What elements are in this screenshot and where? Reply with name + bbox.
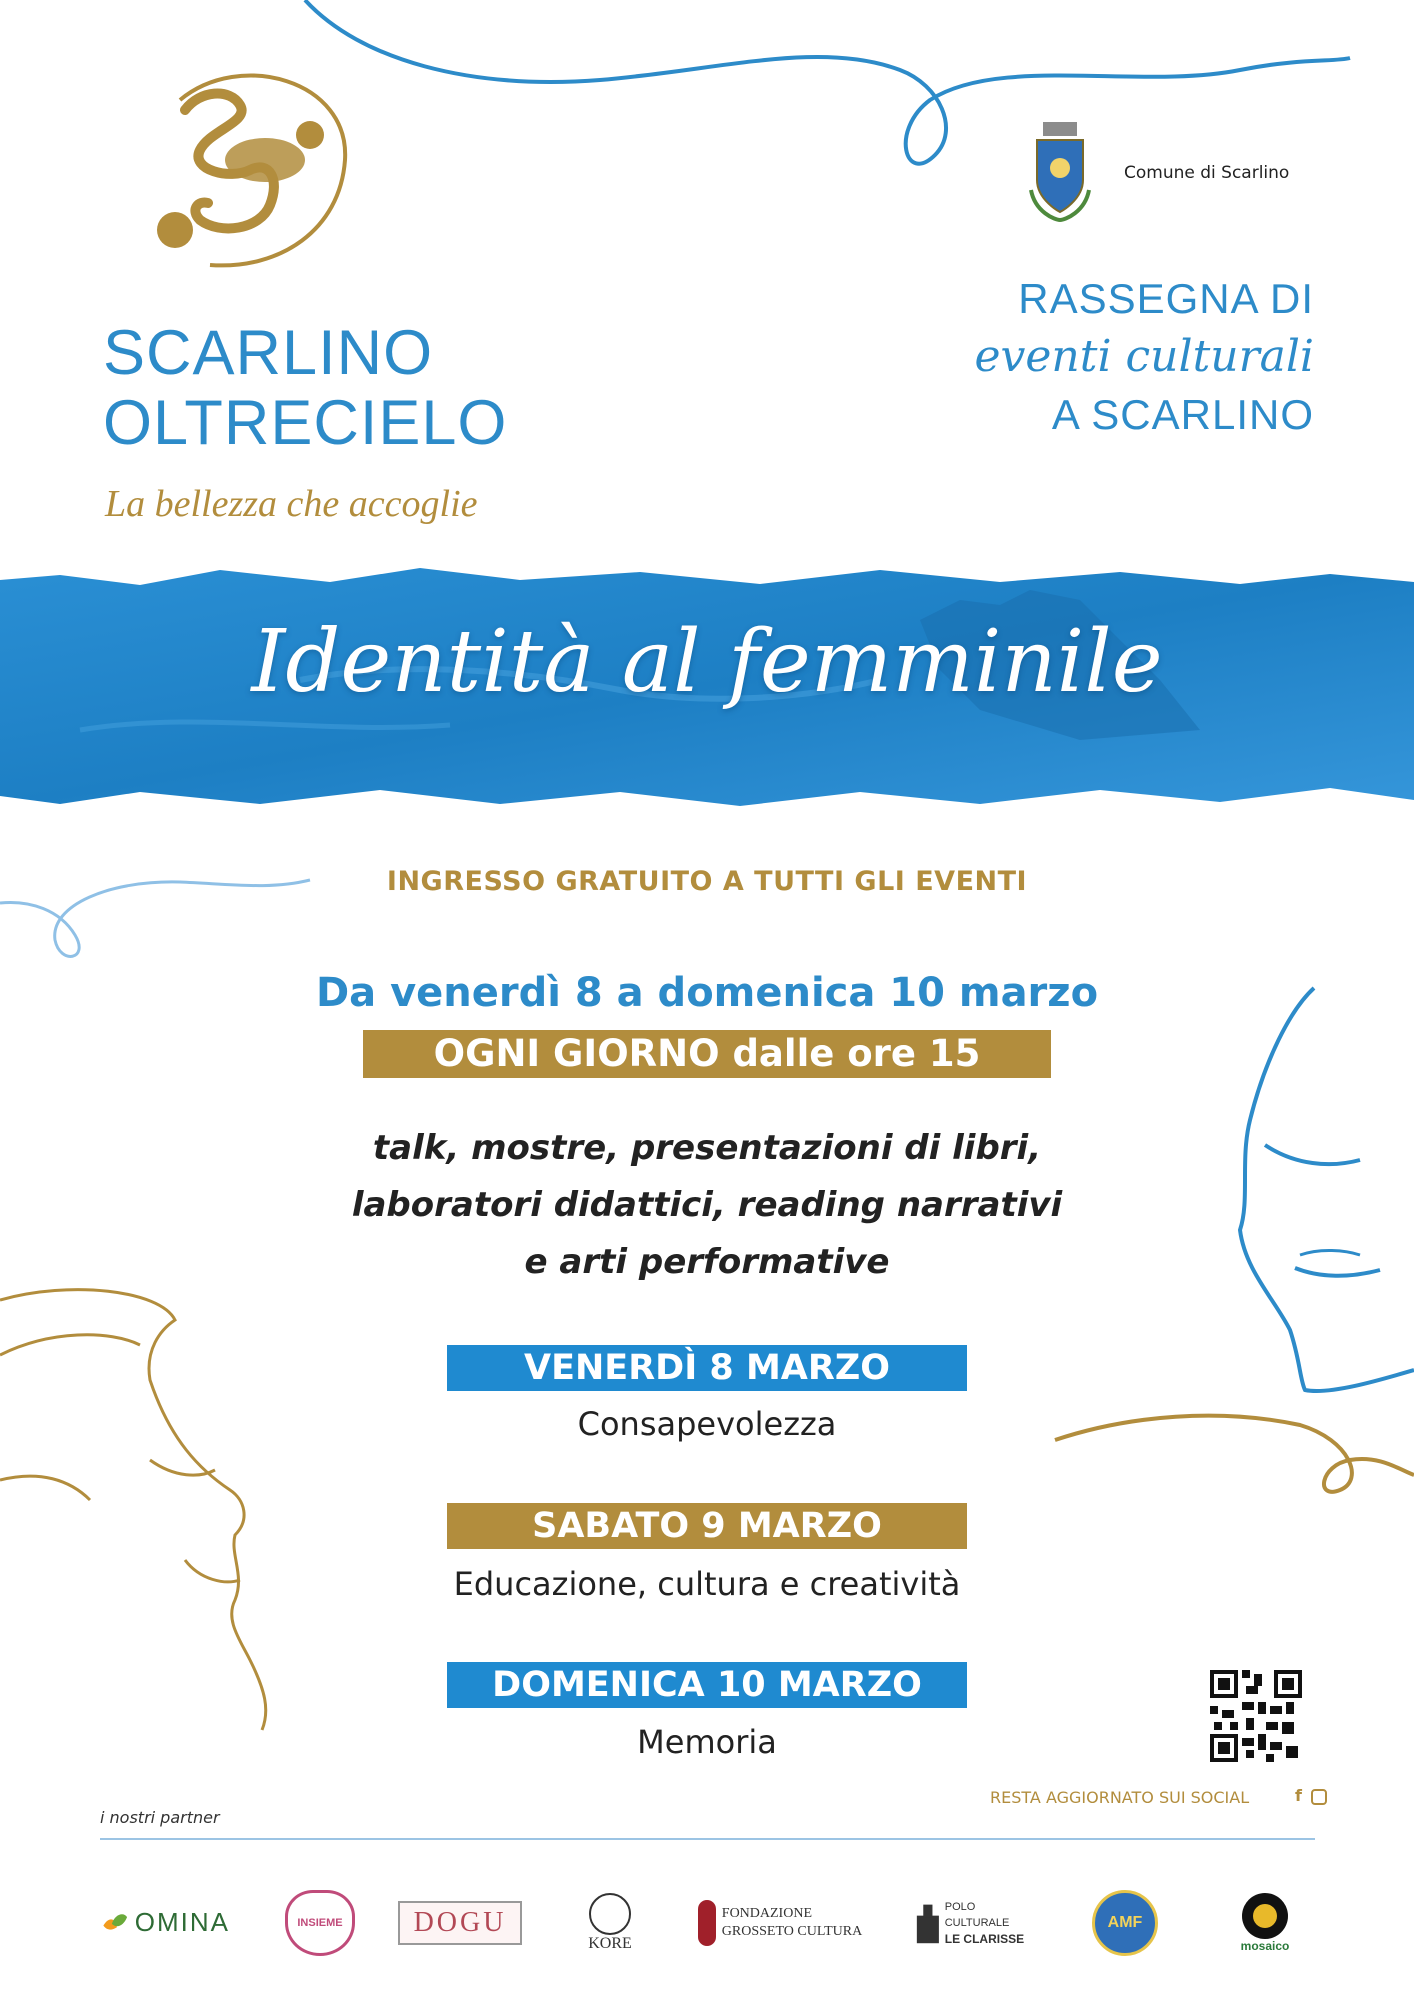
free-entry-notice: INGRESSO GRATUITO A TUTTI GLI EVENTI [386, 866, 1028, 897]
partner-name-fondazione: FONDAZIONE [721, 1905, 812, 1921]
building-icon [915, 1901, 941, 1945]
omina-leaf-icon [100, 1906, 129, 1940]
qr-code[interactable] [1210, 1670, 1302, 1762]
social-icons [1295, 1786, 1327, 1805]
partner-name-dogu: DOGU [413, 1906, 507, 1938]
rassegna-line2: eventi culturali [974, 331, 1314, 382]
activities-line1: talk, mostre, presentazioni di libri, [372, 1128, 1042, 1168]
activities-line2: laboratori didattici, reading narrativi [351, 1185, 1063, 1225]
brand-logo [120, 60, 360, 280]
day-label-sunday: DOMENICA 10 MARZO [447, 1662, 967, 1708]
brand-title-line1: SCARLINO [103, 318, 434, 388]
comune-crest [1025, 120, 1095, 225]
partner-name-amf: AMF [1107, 1913, 1143, 1931]
day-theme-saturday: Educazione, cultura e creatività [453, 1565, 961, 1603]
instagram-icon[interactable] [1311, 1789, 1327, 1805]
partner-logo-mosaico [1225, 1885, 1305, 1960]
partner-logo-amf [1085, 1885, 1165, 1960]
comune-name: Comune di Scarlino [1124, 163, 1290, 183]
partner-logo-omina [100, 1885, 230, 1960]
partner-sub-fondazione: GROSSETO CULTURA [721, 1923, 863, 1939]
brand-tagline: La bellezza che accoglie [105, 483, 478, 525]
partner-name-insieme: INSIEME [297, 1916, 343, 1929]
partner-logo-clarisse [915, 1885, 1035, 1960]
day-label-saturday: SABATO 9 MARZO [447, 1503, 967, 1549]
partners-label: i nostri partner [100, 1808, 220, 1827]
partner-name-mosaico: mosaico [1240, 1938, 1290, 1953]
partner-name-kore: KORE [588, 1934, 632, 1952]
scarlino-s-monogram-icon [120, 60, 360, 280]
day-label-friday: VENERDÌ 8 MARZO [447, 1345, 967, 1391]
facebook-icon[interactable]: f [1295, 1786, 1302, 1805]
daily-time-band: OGNI GIORNO dalle ore 15 [363, 1030, 1051, 1078]
day-theme-sunday: Memoria [637, 1723, 777, 1761]
partner-name-clarisse: POLO CULTURALE [944, 1900, 1010, 1929]
rassegna-line1: RASSEGNA DI [1018, 275, 1314, 322]
partner-name-omina: OMINA [134, 1907, 230, 1937]
brand-title-line2: OLTRECIELO [103, 388, 508, 458]
event-title: Identità al femminile [251, 612, 1163, 712]
activities-line3: e arti performative [524, 1242, 890, 1282]
partner-logo-kore [575, 1885, 645, 1960]
social-callout: RESTA AGGIORNATO SUI SOCIAL [990, 1788, 1250, 1807]
coat-of-arms-icon [1025, 120, 1095, 225]
partner-logo-fondazione [695, 1885, 865, 1960]
rassegna-heading [975, 270, 1315, 444]
partners-divider [100, 1838, 1315, 1840]
activities-list [0, 1120, 1414, 1291]
day-theme-friday: Consapevolezza [577, 1405, 837, 1443]
brand-title [103, 318, 507, 458]
partner-logo-dogu [400, 1885, 520, 1960]
event-dates: Da venerdì 8 a domenica 10 marzo [315, 970, 1099, 1016]
rassegna-line3: A SCARLINO [1051, 391, 1314, 438]
partner-logo-insieme [275, 1885, 365, 1960]
partner-sub-clarisse: LE CLARISSE [944, 1931, 1025, 1946]
